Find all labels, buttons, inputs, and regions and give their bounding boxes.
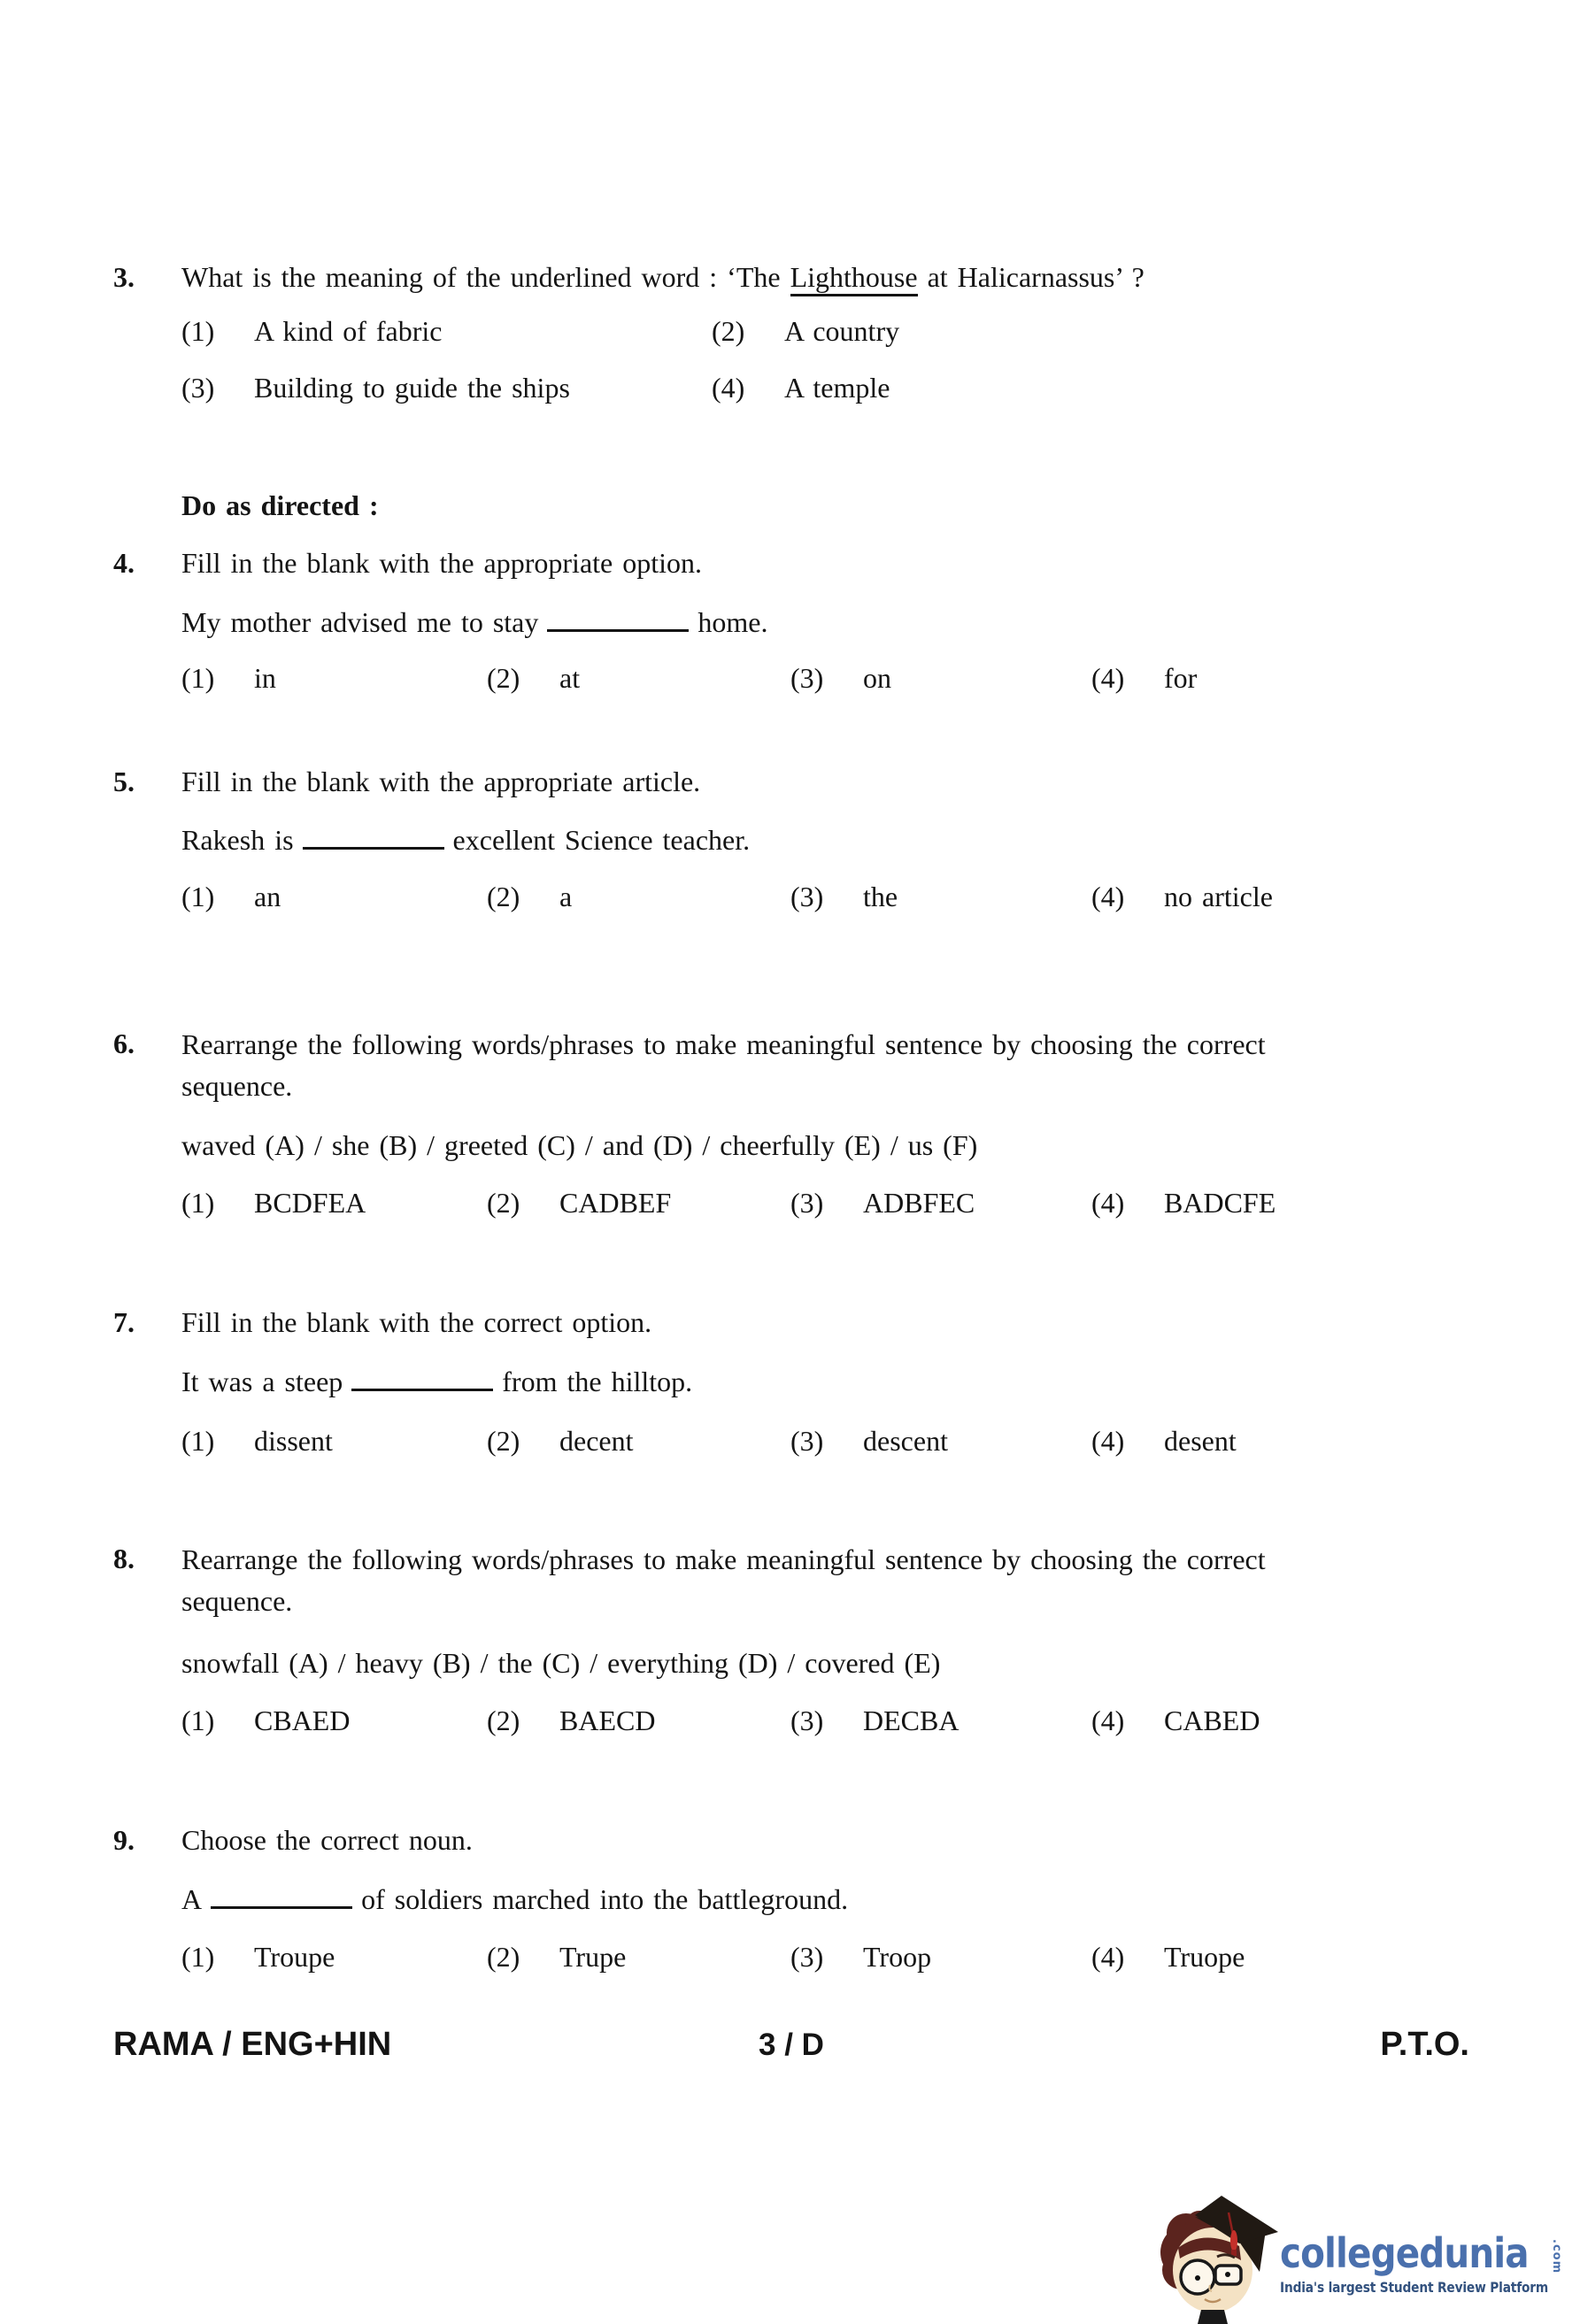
fill-blank-sentence: It was a steep from the hilltop. [181, 1366, 693, 1397]
option [790, 658, 1091, 697]
question-number: 7. [113, 1306, 135, 1338]
page-footer [113, 2025, 1469, 2064]
blank-line [303, 847, 444, 850]
collegedunia-domain-suffix: .com [1550, 2239, 1563, 2274]
option [1091, 1701, 1476, 1740]
option-number: (4) [712, 372, 745, 404]
fill-blank-sentence: Rakesh is excellent Science teacher. [181, 824, 751, 856]
option-number: (1) [181, 662, 215, 694]
option-label: Troupe [254, 1941, 335, 1973]
option-number: (2) [487, 881, 520, 912]
option-number: (3) [790, 1187, 824, 1219]
question-5-options [113, 877, 1476, 916]
option-number: (4) [1091, 1187, 1125, 1219]
option-label: an [254, 881, 281, 912]
option-number: (2) [487, 1941, 520, 1973]
question-9 [113, 1820, 1476, 1859]
question-5 [113, 762, 1476, 801]
option-label: the [863, 881, 898, 912]
option-label: Trupe [559, 1941, 627, 1973]
question-text: Fill in the blank with the correct option. [181, 1306, 652, 1338]
question-6-jumble [113, 1126, 1476, 1165]
fill-blank-sentence: My mother advised me to stay home. [181, 606, 768, 638]
option-number: (4) [1091, 1705, 1125, 1736]
question-5-sentence [113, 820, 1476, 859]
collegedunia-wordmark: collegedunia [1280, 2229, 1529, 2277]
question-text: Rearrange the following words/phrases to make meaningful sentence by choosing the correct sequence. [181, 1543, 1266, 1617]
question-8-options [113, 1701, 1476, 1740]
option [181, 1421, 487, 1460]
option [790, 1421, 1091, 1460]
option [487, 658, 790, 697]
section-heading: Do as directed : [181, 489, 379, 521]
option-number: (2) [487, 1705, 520, 1736]
question-number: 6. [113, 1027, 135, 1059]
question-6-options [113, 1183, 1476, 1222]
option-number: (1) [181, 1187, 215, 1219]
option-label: BCDFEA [254, 1187, 366, 1219]
question-text: Rearrange the following words/phrases to make meaningful sentence by choosing the correct sequence. [181, 1028, 1266, 1102]
option-number: (3) [790, 881, 824, 912]
question-7-options [113, 1421, 1476, 1460]
option [487, 1701, 790, 1740]
option-label: a [559, 881, 573, 912]
option-label: on [863, 662, 891, 694]
option-number: (2) [712, 315, 745, 347]
question-number: 9. [113, 1824, 135, 1856]
option [487, 1421, 790, 1460]
option-number: (1) [181, 1941, 215, 1973]
option-label: desent [1164, 1425, 1237, 1457]
option [790, 1701, 1091, 1740]
question-4-options [113, 658, 1476, 697]
collegedunia-tagline: India's largest Student Review Platform [1280, 2279, 1549, 2296]
option-number: (3) [181, 372, 215, 404]
option [1091, 658, 1476, 697]
blank-line [547, 629, 689, 632]
option-label: no article [1164, 881, 1273, 912]
option-label: A temple [784, 372, 890, 404]
question-6 [113, 1024, 1476, 1107]
blank-line [211, 1906, 352, 1909]
question-9-sentence [113, 1880, 1476, 1919]
question-7-sentence [113, 1362, 1476, 1401]
question-number: 3. [113, 261, 135, 293]
question-text: Fill in the blank with the appropriate article. [181, 766, 701, 797]
question-8-jumble [113, 1643, 1476, 1682]
option [181, 1701, 487, 1740]
option [181, 877, 487, 916]
option-label: descent [863, 1425, 948, 1457]
question-8 [113, 1539, 1476, 1622]
option-label: A country [784, 315, 900, 347]
option-number: (1) [181, 1705, 215, 1736]
option-label: Troop [863, 1941, 932, 1973]
option-number: (2) [487, 1425, 520, 1457]
question-text: Fill in the blank with the appropriate option. [181, 547, 703, 579]
page-number: 3 / D [759, 2028, 824, 2062]
option [1091, 877, 1476, 916]
option-number: (3) [790, 1425, 824, 1457]
option-number: (3) [790, 1705, 824, 1736]
option-number: (1) [181, 315, 215, 347]
option-label: CADBEF [559, 1187, 672, 1219]
option-label: at [559, 662, 581, 694]
question-4 [113, 543, 1476, 582]
option [790, 1937, 1091, 1976]
question-3 [113, 258, 1476, 296]
question-text: What is the meaning of the underlined word : ‘The Lighthouse at Halicarnassus’ ? [181, 258, 1476, 296]
question-text: Choose the correct noun. [181, 1824, 473, 1856]
option [1091, 1421, 1476, 1460]
option [487, 1937, 790, 1976]
option-number: (1) [181, 881, 215, 912]
collegedunia-logo [1151, 2184, 1580, 2324]
option-label: ADBFEC [863, 1187, 975, 1219]
option [181, 368, 712, 407]
question-4-sentence [113, 603, 1476, 642]
question-3-options-row-1 [113, 312, 1476, 350]
option [790, 877, 1091, 916]
option-number: (4) [1091, 1941, 1125, 1973]
option-number: (3) [790, 1941, 824, 1973]
option [181, 1183, 487, 1222]
option-number: (3) [790, 662, 824, 694]
option-number: (2) [487, 1187, 520, 1219]
option-label: CABED [1164, 1705, 1260, 1736]
footer-pto: P.T.O. [1380, 2026, 1469, 2063]
option-label: BAECD [559, 1705, 656, 1736]
blank-line [351, 1389, 493, 1391]
option [487, 877, 790, 916]
option [181, 658, 487, 697]
collegedunia-mascot-icon [1151, 2184, 1283, 2324]
option-label: DECBA [863, 1705, 960, 1736]
option-label: for [1164, 662, 1198, 694]
option [181, 1937, 487, 1976]
jumbled-words: snowfall (A) / heavy (B) / the (C) / everything (D) / covered (E) [181, 1647, 941, 1679]
option [712, 312, 1476, 350]
option-number: (4) [1091, 1425, 1125, 1457]
question-3-options-row-2 [113, 368, 1476, 407]
question-number: 8. [113, 1543, 135, 1574]
option-label: in [254, 662, 276, 694]
option [181, 312, 712, 350]
option [790, 1183, 1091, 1222]
jumbled-words: waved (A) / she (B) / greeted (C) / and (D) / cheerfully (E) / us (F) [181, 1129, 978, 1161]
question-number: 4. [113, 547, 135, 579]
question-number: 5. [113, 766, 135, 797]
question-7 [113, 1303, 1476, 1342]
option [1091, 1937, 1476, 1976]
option-number: (1) [181, 1425, 215, 1457]
option-label: CBAED [254, 1705, 351, 1736]
question-9-options [113, 1937, 1476, 1976]
fill-blank-sentence: A of soldiers marched into the battleground. [181, 1883, 849, 1915]
option-label: Truope [1164, 1941, 1245, 1973]
option-label: decent [559, 1425, 634, 1457]
option [487, 1183, 790, 1222]
option-label: Building to guide the ships [254, 372, 570, 404]
option-label: A kind of fabric [254, 315, 443, 347]
option-label: BADCFE [1164, 1187, 1276, 1219]
option [712, 368, 1476, 407]
section-heading-row [113, 486, 1476, 525]
option-label: dissent [254, 1425, 333, 1457]
underlined-word: Lighthouse [790, 261, 918, 296]
footer-paper-code: RAMA / ENG+HIN [113, 2026, 392, 2063]
option-number: (4) [1091, 881, 1125, 912]
option-number: (2) [487, 662, 520, 694]
option [1091, 1183, 1476, 1222]
option-number: (4) [1091, 662, 1125, 694]
